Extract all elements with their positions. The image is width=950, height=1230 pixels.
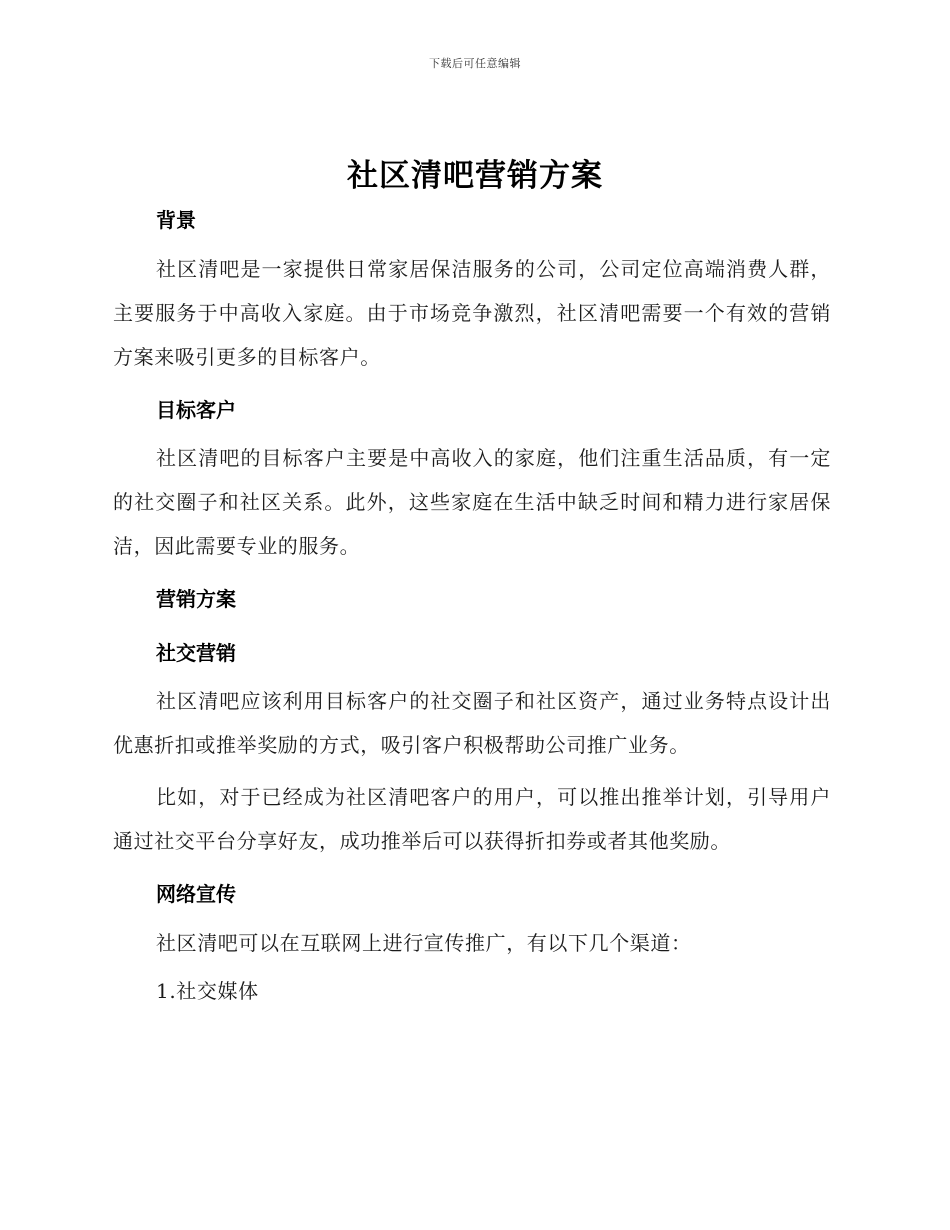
paragraph-background: 社区清吧是一家提供日常家居保洁服务的公司，公司定位高端消费人群，主要服务于中高收入家庭。由于市场竞争激烈，社区清吧需要一个有效的营销方案来吸引更多的目标客户。 bbox=[113, 257, 831, 369]
section-heading-background: 背景 bbox=[156, 208, 196, 232]
header-note: 下载后可任意编辑 bbox=[429, 57, 521, 70]
document-title: 社区清吧营销方案 bbox=[347, 158, 603, 194]
paragraph-social-marketing-1: 社区清吧应该利用目标客户的社交圈子和社区资产，通过业务特点设计出优惠折扣或推举奖励的方式，吸引客户积极帮助公司推广业务。 bbox=[113, 689, 831, 757]
paragraph-social-marketing-2: 比如，对于已经成为社区清吧客户的用户，可以推出推举计划，引导用户通过社交平台分享好友，成功推举后可以获得折扣券或者其他奖励。 bbox=[113, 785, 831, 853]
paragraph-online-promotion: 社区清吧可以在互联网上进行宣传推广，有以下几个渠道： bbox=[156, 931, 692, 955]
paragraph-target-customers: 社区清吧的目标客户主要是中高收入的家庭，他们注重生活品质，有一定的社交圈子和社区关系。此外，这些家庭在生活中缺乏时间和精力进行家居保洁，因此需要专业的服务。 bbox=[113, 446, 831, 558]
section-heading-social-marketing: 社交营销 bbox=[156, 641, 236, 665]
document-body bbox=[113, 203, 831, 1013]
section-heading-online-promotion: 网络宣传 bbox=[156, 882, 236, 906]
list-item-social-media: 1.社交媒体 bbox=[156, 979, 259, 1003]
section-heading-target-customers: 目标客户 bbox=[156, 398, 236, 422]
section-heading-marketing-plan: 营销方案 bbox=[156, 587, 236, 611]
